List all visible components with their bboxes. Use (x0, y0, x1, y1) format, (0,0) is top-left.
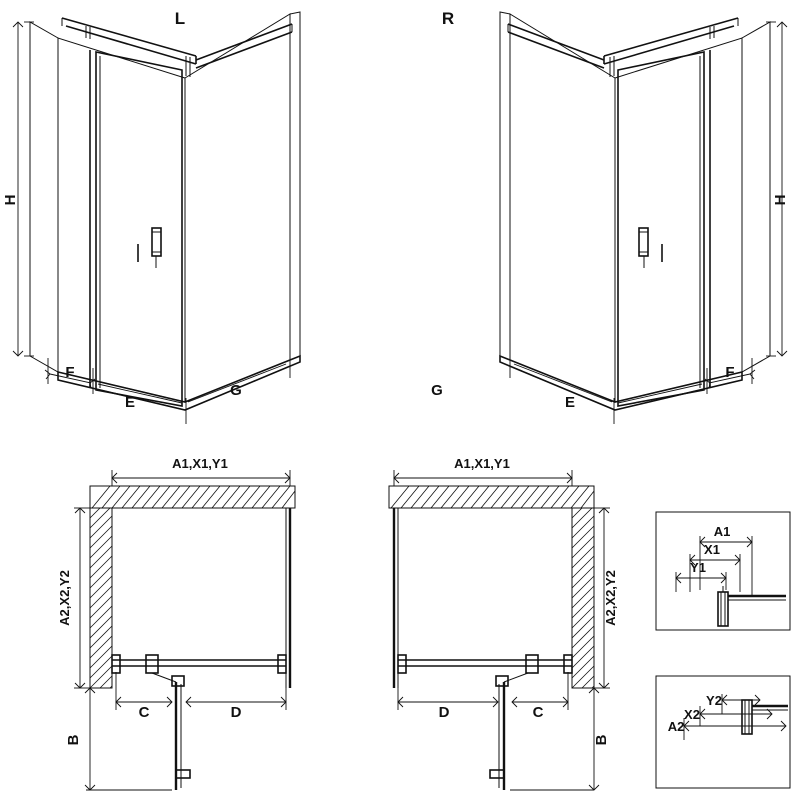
label-A2X2Y2-right: A2,X2,Y2 (603, 570, 618, 626)
detail-box-top (656, 512, 790, 630)
door-handle-left (138, 228, 161, 268)
dimension-A2X2Y2-left (74, 508, 90, 688)
label-C-right: C (532, 704, 544, 721)
label-detail-A2: A2 (667, 719, 685, 734)
label-H-left: H (2, 194, 19, 206)
dimension-H-left (13, 22, 34, 356)
plan-front-rail-left (112, 655, 286, 673)
label-D-right: D (438, 704, 450, 721)
iso-view-right (431, 9, 789, 424)
plan-view-left (57, 456, 295, 790)
dimension-bottom-right (510, 352, 755, 424)
label-F-right: F (725, 364, 735, 381)
label-detail-A1: A1 (713, 524, 731, 539)
dimension-H-right (766, 22, 787, 356)
label-detail-Y1: Y1 (690, 560, 706, 575)
label-A2X2Y2-left: A2,X2,Y2 (57, 570, 72, 626)
title-left: L (174, 9, 186, 28)
dimension-B-left (85, 688, 172, 790)
dimension-bottom-left (45, 352, 290, 424)
label-A1X1Y1-right: A1,X1,Y1 (454, 456, 510, 471)
label-detail-Y2: Y2 (706, 693, 722, 708)
label-H-right: H (772, 194, 789, 206)
plan-door-leaf-right (490, 676, 508, 790)
label-D-left: D (230, 704, 242, 721)
dimension-A1X1Y1-right (394, 470, 572, 486)
label-B-right: B (593, 734, 610, 746)
label-G-right: G (431, 382, 443, 399)
label-C-left: C (138, 704, 150, 721)
label-E-left: E (124, 394, 136, 411)
label-B-left: B (65, 734, 82, 746)
iso-view-left (2, 9, 300, 424)
label-detail-X2: X2 (684, 707, 700, 722)
dimension-B-right (510, 688, 599, 790)
label-E-right: E (564, 394, 576, 411)
plan-front-rail-right (398, 655, 572, 673)
title-right: R (441, 9, 455, 28)
label-F-left: F (65, 364, 75, 381)
label-detail-X1: X1 (704, 542, 720, 557)
dimension-A1X1Y1-left (112, 470, 290, 486)
door-handle-right (639, 228, 662, 268)
label-A1X1Y1-left: A1,X1,Y1 (172, 456, 228, 471)
label-G-left: G (230, 382, 242, 399)
plan-door-leaf-left (172, 676, 190, 790)
detail-box-bottom (656, 676, 790, 788)
plan-view-right (389, 456, 618, 790)
